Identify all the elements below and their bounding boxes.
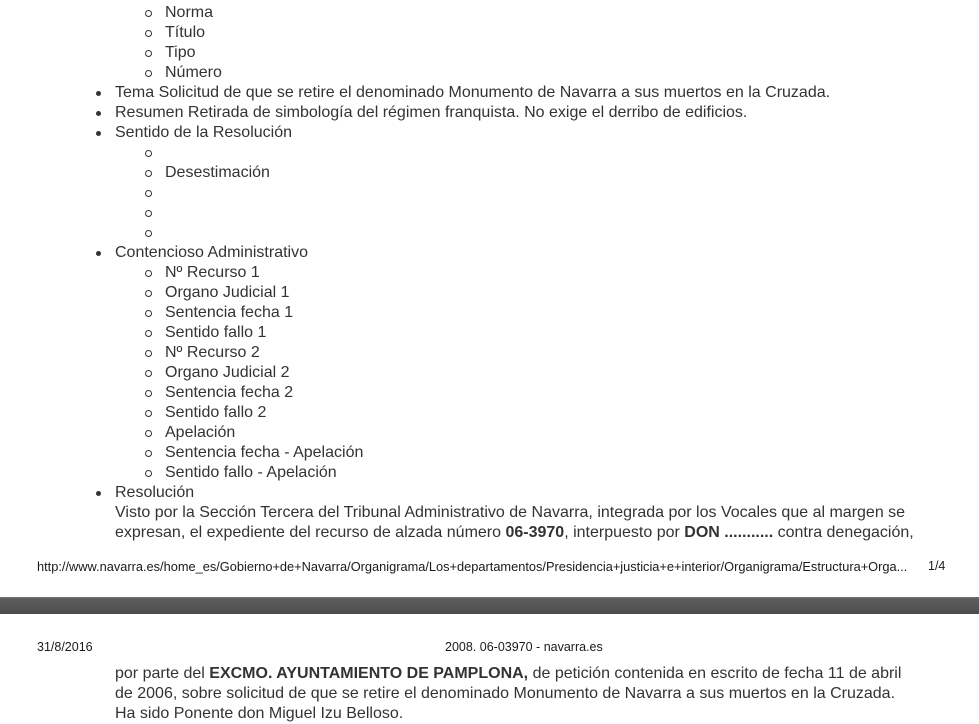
disc-bullet-icon xyxy=(96,111,101,116)
circle-bullet-icon xyxy=(145,10,152,17)
expediente-number: 06-3970 xyxy=(505,524,565,541)
sub-list-item xyxy=(0,323,979,343)
resolucion-text: de 2006, sobre solicitud de que se retire el denominado Monumento de Navarra a sus muertos en la Cruzada. xyxy=(115,685,896,702)
list-item xyxy=(0,103,979,123)
item-text: Sentido de la Resolución xyxy=(115,124,293,141)
circle-bullet-icon xyxy=(145,390,152,397)
item-text: Nº Recurso 1 xyxy=(165,264,260,281)
circle-bullet-icon xyxy=(145,230,152,237)
circle-bullet-icon xyxy=(145,350,152,357)
circle-bullet-icon xyxy=(145,430,152,437)
resolucion-text-line xyxy=(0,704,979,724)
item-text: Desestimación xyxy=(165,164,270,181)
item-text: Título xyxy=(165,24,206,41)
document-body xyxy=(0,3,979,543)
item-text: Tipo xyxy=(165,44,196,61)
item-text: Tema Solicitud de que se retire el denominado Monumento de Navarra a sus muertos en la Cruzada. xyxy=(115,84,831,101)
circle-bullet-icon xyxy=(145,370,152,377)
circle-bullet-icon xyxy=(145,450,152,457)
item-text: Nº Recurso 2 xyxy=(165,344,260,361)
list-item xyxy=(0,123,979,143)
sub-list-item xyxy=(0,163,979,183)
sub-list-item xyxy=(0,363,979,383)
resolucion-text: contra denegación, xyxy=(773,524,914,541)
list-item xyxy=(0,243,979,263)
sub-list-item xyxy=(0,3,979,23)
recurrente-name: DON ........... xyxy=(684,524,774,541)
disc-bullet-icon xyxy=(96,491,101,496)
list-item xyxy=(0,483,979,503)
pdf-page-2 xyxy=(0,614,979,724)
footer-url: http://www.navarra.es/home_es/Gobierno+de+Navarra/Organigrama/Los+departamentos/Presidencia+justicia+e+interior/Organigrama/Estructura+Orga... xyxy=(37,559,908,574)
item-text: Resumen Retirada de simbología del régimen franquista. No exige el derribo de edificios. xyxy=(115,104,748,121)
disc-bullet-icon xyxy=(96,251,101,256)
circle-bullet-icon xyxy=(145,70,152,77)
sub-list-item xyxy=(0,223,979,243)
organismo-name: EXCMO. AYUNTAMIENTO DE PAMPLONA, xyxy=(209,665,529,682)
circle-bullet-icon xyxy=(145,170,152,177)
item-text: Sentido fallo 2 xyxy=(165,404,267,421)
circle-bullet-icon xyxy=(145,410,152,417)
item-text: Número xyxy=(165,64,222,81)
circle-bullet-icon xyxy=(145,330,152,337)
item-text: Apelación xyxy=(165,424,236,441)
item-text: Sentido fallo - Apelación xyxy=(165,464,337,481)
ponente-text: Ha sido Ponente don Miguel Izu Belloso. xyxy=(115,705,404,722)
circle-bullet-icon xyxy=(145,470,152,477)
page-number: 1/4 xyxy=(928,559,946,573)
disc-bullet-icon xyxy=(96,131,101,136)
circle-bullet-icon xyxy=(145,290,152,297)
sub-list-item xyxy=(0,183,979,203)
header-date: 31/8/2016 xyxy=(37,640,93,654)
page-separator xyxy=(0,597,979,614)
item-text: Norma xyxy=(165,4,214,21)
header-title: 2008. 06-03970 - navarra.es xyxy=(445,640,603,654)
circle-bullet-icon xyxy=(145,310,152,317)
item-text: Resolución xyxy=(115,484,195,501)
sub-list-item xyxy=(0,263,979,283)
sub-list-item xyxy=(0,23,979,43)
sub-list-item xyxy=(0,383,979,403)
resolucion-text-line xyxy=(0,664,979,684)
document-body xyxy=(0,664,979,724)
item-text: Sentencia fecha - Apelación xyxy=(165,444,364,461)
circle-bullet-icon xyxy=(145,270,152,277)
field-list xyxy=(0,3,979,503)
resolucion-text: de petición contenida en escrito de fecha 11 de abril xyxy=(528,665,902,682)
resolucion-text: por parte del xyxy=(115,665,210,682)
resolucion-text: Visto por la Sección Tercera del Tribunal Administrativo de Navarra, integrada por los Vocales que al margen se xyxy=(115,504,906,521)
disc-bullet-icon xyxy=(96,91,101,96)
sub-list-item xyxy=(0,443,979,463)
circle-bullet-icon xyxy=(145,50,152,57)
sub-list-item xyxy=(0,143,979,163)
circle-bullet-icon xyxy=(145,150,152,157)
resolucion-text-line xyxy=(0,684,979,704)
item-text: Sentencia fecha 2 xyxy=(165,384,294,401)
item-text: Sentencia fecha 1 xyxy=(165,304,294,321)
sub-list-item xyxy=(0,343,979,363)
sub-list-item xyxy=(0,43,979,63)
sub-list-item xyxy=(0,303,979,323)
item-text: Organo Judicial 1 xyxy=(165,284,290,301)
circle-bullet-icon xyxy=(145,210,152,217)
circle-bullet-icon xyxy=(145,30,152,37)
item-text: Contencioso Administrativo xyxy=(115,244,308,261)
sub-list-item xyxy=(0,63,979,83)
resolucion-text: expresan, el expediente del recurso de alzada número xyxy=(115,524,506,541)
list-item xyxy=(0,83,979,103)
circle-bullet-icon xyxy=(145,190,152,197)
sub-list-item xyxy=(0,403,979,423)
sub-list-item xyxy=(0,203,979,223)
item-text: Organo Judicial 2 xyxy=(165,364,290,381)
sub-list-item xyxy=(0,463,979,483)
sub-list-item xyxy=(0,283,979,303)
resolucion-text-line xyxy=(0,503,979,523)
resolucion-text-line xyxy=(0,523,979,543)
item-text: Sentido fallo 1 xyxy=(165,324,267,341)
resolucion-text: , interpuesto por xyxy=(564,524,685,541)
sub-list-item xyxy=(0,423,979,443)
